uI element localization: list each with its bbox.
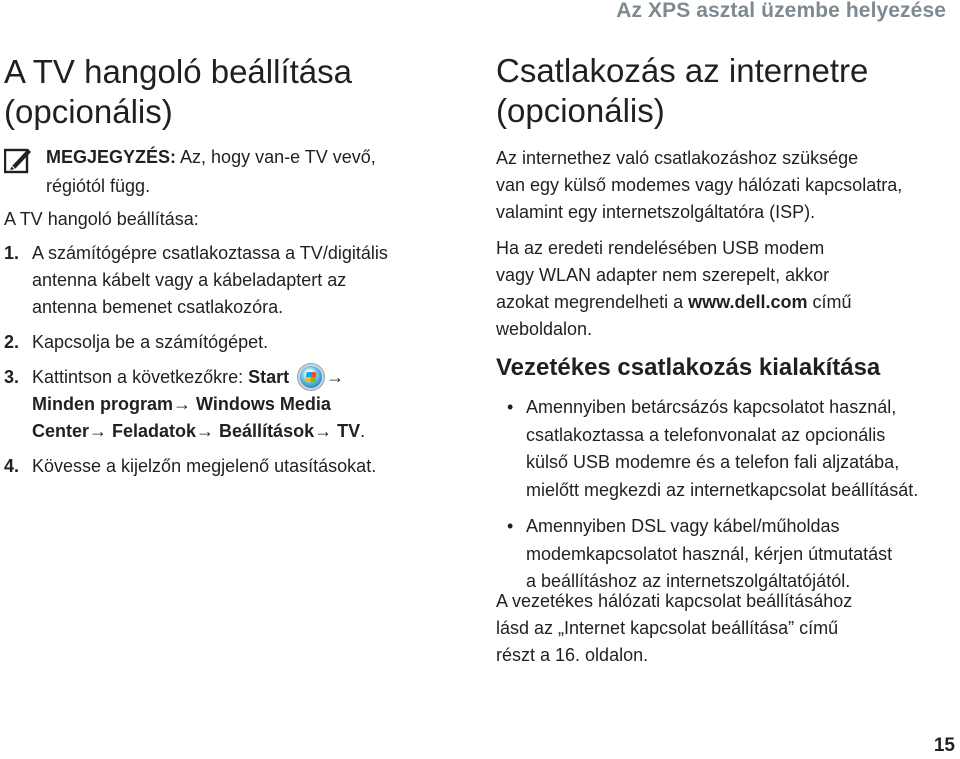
bullet-2-line1: Amennyiben DSL vagy kábel/műholdas [526, 516, 840, 536]
note-text-line1: Az, hogy van-e TV vevő, [176, 147, 376, 167]
bullet-dialup [496, 394, 958, 504]
para1-line2: van egy külső modemes vagy hálózati kapcsolatra, [496, 175, 903, 195]
bullet-2-line3: a beállításhoz az internetszolgáltatójától. [526, 571, 851, 591]
bullet-1-line3: külső USB modemre és a telefon fali aljzatába, [526, 452, 900, 472]
internet-heading [496, 51, 960, 131]
start-label: Start [248, 367, 290, 387]
step-2 [4, 329, 479, 356]
closing-line1: A vezetékes hálózati kapcsolat beállításához [496, 591, 853, 611]
step-1-line2: antenna kábelt vagy a kábeladaptert az [32, 270, 347, 290]
windows-start-orb-icon [298, 364, 324, 390]
arrow: → [326, 367, 345, 387]
step-4-line1: Kövesse a kijelzőn megjelenő utasításokat. [32, 456, 377, 476]
bullet-1-line1: Amennyiben betárcsázós kapcsolatot használ, [526, 397, 897, 417]
internet-paragraph-2 [496, 235, 852, 343]
page-number: 15 [933, 735, 955, 756]
running-header: Az XPS asztal üzembe helyezése [616, 0, 946, 22]
step-3-end: . [360, 421, 366, 441]
step-3 [4, 364, 479, 445]
tv-tuner-heading [4, 52, 484, 132]
para2-line4: weboldalon. [496, 319, 593, 339]
dell-link[interactable]: www.dell.com [688, 292, 808, 312]
para2-line2: vagy WLAN adapter nem szerepelt, akkor [496, 265, 830, 285]
note-label: MEGJEGYZÉS: [46, 147, 177, 167]
closing-paragraph [496, 588, 852, 669]
para1-line1: Az internethez való csatlakozáshoz szüksége [496, 148, 859, 168]
step-number: 2. [4, 332, 20, 352]
internet-paragraph-1 [496, 145, 902, 226]
step-2-line1: Kapcsolja be a számítógépet. [32, 332, 269, 352]
bullet-2-line2: modemkapcsolatot használ, kérjen útmutatást [526, 543, 893, 564]
step-4 [4, 453, 479, 480]
closing-line3: részt a 16. oldalon. [496, 645, 649, 665]
step-1 [4, 240, 479, 321]
step-1-line3: antenna bemenet csatlakozóra. [32, 297, 284, 317]
para2-line1: Ha az eredeti rendelésében USB modem [496, 238, 825, 258]
step-number: 3. [4, 367, 20, 387]
note-pencil-icon [4, 146, 32, 174]
para1-line3: valamint egy internetszolgáltatóra (ISP). [496, 202, 816, 222]
internet-heading-line2: (opcionális) [496, 92, 665, 129]
tv-tuner-heading-line2: (opcionális) [4, 93, 173, 130]
internet-heading-line1: Csatlakozás az internetre [496, 52, 869, 89]
closing-line2: lásd az „Internet kapcsolat beállítása” című [496, 618, 839, 638]
step-1-line1: A számítógépre csatlakoztassa a TV/digitális [32, 243, 388, 263]
steps-list [4, 240, 479, 488]
step-3-path-line2: Minden program→ Windows Media [32, 394, 331, 414]
note-text-line2: régiótól függ. [46, 176, 151, 196]
bullet-dsl [496, 513, 958, 596]
step-3-path-line3: Center→ Feladatok→ Beállítások→ TV [32, 421, 361, 441]
para2-line3-pre: azokat megrendelheti a [496, 292, 689, 312]
step-number: 1. [4, 243, 20, 263]
wired-connection-heading: Vezetékes csatlakozás kialakítása [496, 354, 881, 381]
intro-text: A TV hangoló beállítása: [4, 209, 199, 229]
bullet-1-line4: mielőtt megkezdi az internetkapcsolat beállítását. [526, 479, 919, 500]
para2-line3-post: című [807, 292, 852, 312]
note-text [4, 143, 474, 201]
tv-tuner-heading-line1: A TV hangoló beállítása [4, 53, 352, 90]
step-3-prefix: Kattintson a következőkre: [32, 367, 249, 387]
bullet-1-line2: csatlakoztassa a telefonvonalat az opcionális [526, 424, 886, 445]
note-block [4, 143, 474, 201]
step-number: 4. [4, 456, 20, 476]
wired-bullets [496, 394, 958, 605]
